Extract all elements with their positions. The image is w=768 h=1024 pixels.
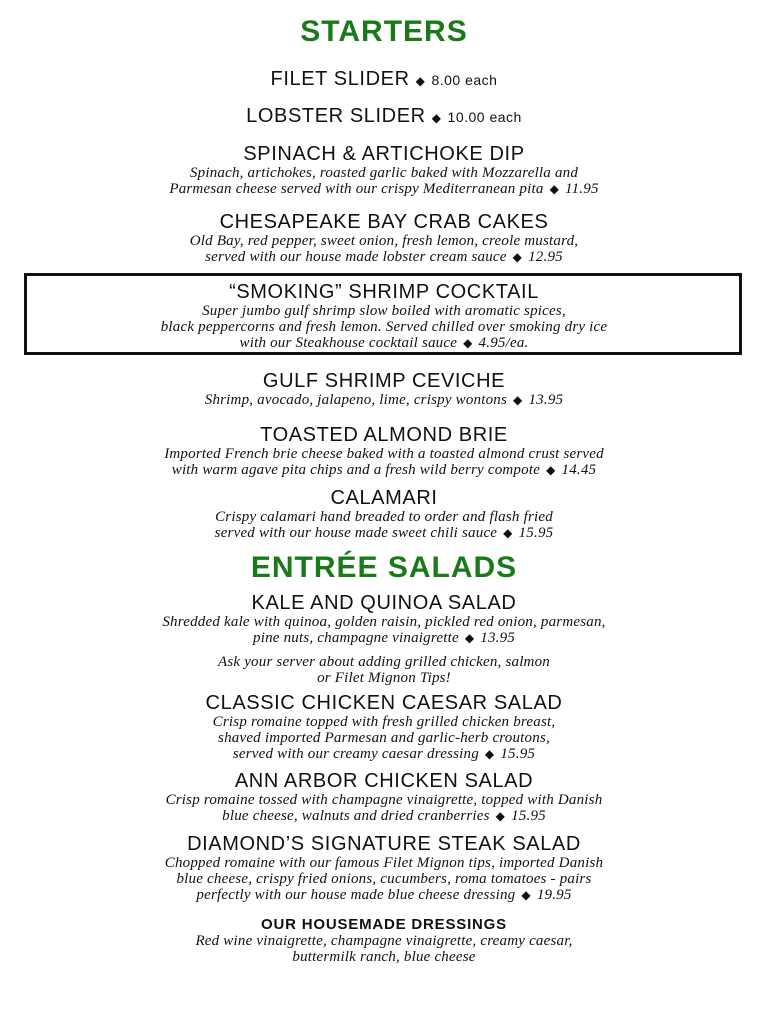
menu-item-desc-line: Shredded kale with quinoa, golden raisin, pickled red onion, parmesan, [162, 614, 606, 630]
menu-item-desc-text: pine nuts, champagne vinaigrette [253, 630, 459, 646]
menu-item-desc-line [0, 746, 768, 762]
menu-item-desc-line [0, 630, 768, 646]
diamond-icon: ◆ [512, 250, 523, 264]
menu-item-name: GULF SHRIMP CEVICHE [262, 370, 506, 392]
dressings-section [0, 916, 768, 965]
menu-item-desc-line: Crisp romaine tossed with champagne vinaigrette, topped with Danish [165, 792, 603, 808]
menu-item-shrimp-ceviche [0, 370, 768, 408]
menu-item-price: 14.45 [561, 462, 597, 478]
diamond-icon: ◆ [431, 111, 442, 125]
menu-item-name: “SMOKING” SHRIMP COCKTAIL [229, 281, 539, 303]
menu-item-note-line: Ask your server about adding grilled chicken, salmon [217, 654, 550, 670]
menu-item-smoking-shrimp [0, 281, 768, 351]
menu-item-name: ANN ARBOR CHICKEN SALAD [234, 770, 534, 792]
menu-item-desc-text: served with our house made sweet chili sauce [214, 525, 498, 541]
menu-item-desc-line: Chopped romaine with our famous Filet Mignon tips, imported Danish [164, 855, 604, 871]
menu-item-price: 15.95 [500, 746, 536, 762]
menu-item-price: 13.95 [528, 392, 564, 408]
dressings-line: Red wine vinaigrette, champagne vinaigrette, creamy caesar, [195, 933, 573, 949]
diamond-icon: ◆ [521, 888, 531, 902]
menu-item-name: CHESAPEAKE BAY CRAB CAKES [219, 211, 549, 233]
menu-item-desc-text: with warm agave pita chips and a fresh wild berry compote [171, 462, 541, 478]
menu-item-name: DIAMOND’S SIGNATURE STEAK SALAD [187, 833, 581, 855]
menu-item-desc-line: Super jumbo gulf shrimp slow boiled with aromatic spices, [202, 303, 566, 319]
menu-item-desc-line [0, 392, 768, 408]
menu-item-desc-line [0, 249, 768, 265]
menu-item-desc-line [0, 462, 768, 478]
menu-item-name-line [0, 105, 768, 129]
menu-item-desc-text: Shrimp, avocado, jalapeno, lime, crispy wontons [204, 392, 508, 408]
menu-item-desc-text: Parmesan cheese served with our crispy Mediterranean pita [169, 181, 544, 197]
menu-item-desc-line [0, 887, 768, 903]
menu-item-calamari [0, 487, 768, 541]
menu-item-lobster-slider [0, 105, 768, 129]
diamond-icon: ◆ [484, 747, 495, 761]
menu-item-price: 8.00 each [431, 72, 498, 88]
menu-item-desc-line [0, 808, 768, 824]
menu-item-desc-text: with our Steakhouse cocktail sauce [239, 335, 458, 351]
starters-heading: STARTERS [300, 15, 468, 48]
menu-item-desc-text: served with our house made lobster cream sauce [205, 249, 507, 265]
menu-item-ann-arbor-salad [0, 770, 768, 824]
menu-item-price: 12.95 [528, 249, 563, 265]
menu-item-desc-line: Spinach, artichokes, roasted garlic baked with Mozzarella and [189, 165, 579, 181]
menu-item-desc-line [0, 525, 768, 541]
menu-item-name: LOBSTER SLIDER [246, 105, 426, 127]
diamond-icon: ◆ [463, 336, 473, 350]
menu-item-name: CLASSIC CHICKEN CAESAR SALAD [205, 692, 563, 714]
menu-item-note-line: or Filet Mignon Tips! [317, 670, 451, 686]
menu-item-crab-cakes [0, 211, 768, 265]
menu-item-price: 15.95 [518, 525, 554, 541]
menu-item-desc-line: Imported French brie cheese baked with a toasted almond crust served [164, 446, 604, 462]
menu-item-price: 4.95/ea. [478, 335, 529, 351]
menu-item-caesar-salad [0, 692, 768, 762]
diamond-icon: ◆ [503, 526, 513, 540]
menu-item-price: 15.95 [511, 808, 546, 824]
menu-item-desc-line [0, 181, 768, 197]
diamond-icon: ◆ [513, 393, 523, 407]
menu-item-steak-salad [0, 833, 768, 903]
menu-item-desc-text: served with our creamy caesar dressing [232, 746, 479, 762]
menu-item-desc-line: blue cheese, crispy fried onions, cucumbers, roma tomatoes - pairs [176, 871, 592, 887]
menu-item-desc-text: blue cheese, walnuts and dried cranberries [222, 808, 490, 824]
dressings-line: buttermilk ranch, blue cheese [292, 949, 476, 965]
menu-item-name: FILET SLIDER [270, 68, 410, 90]
menu-item-desc-line: black peppercorns and fresh lemon. Served chilled over smoking dry ice [160, 319, 608, 335]
diamond-icon: ◆ [415, 74, 426, 88]
diamond-icon: ◆ [495, 809, 506, 823]
menu-item-desc-line: shaved imported Parmesan and garlic-herb croutons, [218, 730, 550, 746]
menu-item-desc-line: Crispy calamari hand breaded to order and flash fried [215, 509, 553, 525]
diamond-icon: ◆ [546, 463, 556, 477]
menu-item-spinach-dip [0, 143, 768, 197]
diamond-icon: ◆ [464, 631, 475, 645]
menu-item-desc-line: Crisp romaine topped with fresh grilled chicken breast, [212, 714, 556, 730]
menu-item-name: CALAMARI [330, 487, 438, 509]
menu-item-price: 19.95 [536, 887, 572, 903]
menu-item-price: 13.95 [480, 630, 515, 646]
menu-item-price: 11.95 [565, 181, 599, 197]
menu-item-name: SPINACH & ARTICHOKE DIP [243, 143, 525, 165]
menu-item-name-line [0, 68, 768, 92]
menu-item-desc-line [0, 335, 768, 351]
menu-item-almond-brie [0, 424, 768, 478]
menu-item-price: 10.00 each [447, 109, 522, 125]
menu-item-desc-text: perfectly with our house made blue cheese dressing [196, 887, 516, 903]
menu-item-name: KALE AND QUINOA SALAD [251, 592, 517, 614]
menu-item-desc-line: Old Bay, red pepper, sweet onion, fresh lemon, creole mustard, [189, 233, 579, 249]
entree-salads-heading: ENTRÉE SALADS [250, 551, 518, 584]
dressings-heading: OUR HOUSEMADE DRESSINGS [261, 916, 507, 933]
menu-item-kale-quinoa [0, 592, 768, 686]
menu-item-filet-slider [0, 68, 768, 92]
menu-item-name: TOASTED ALMOND BRIE [260, 424, 508, 446]
diamond-icon: ◆ [549, 182, 560, 196]
